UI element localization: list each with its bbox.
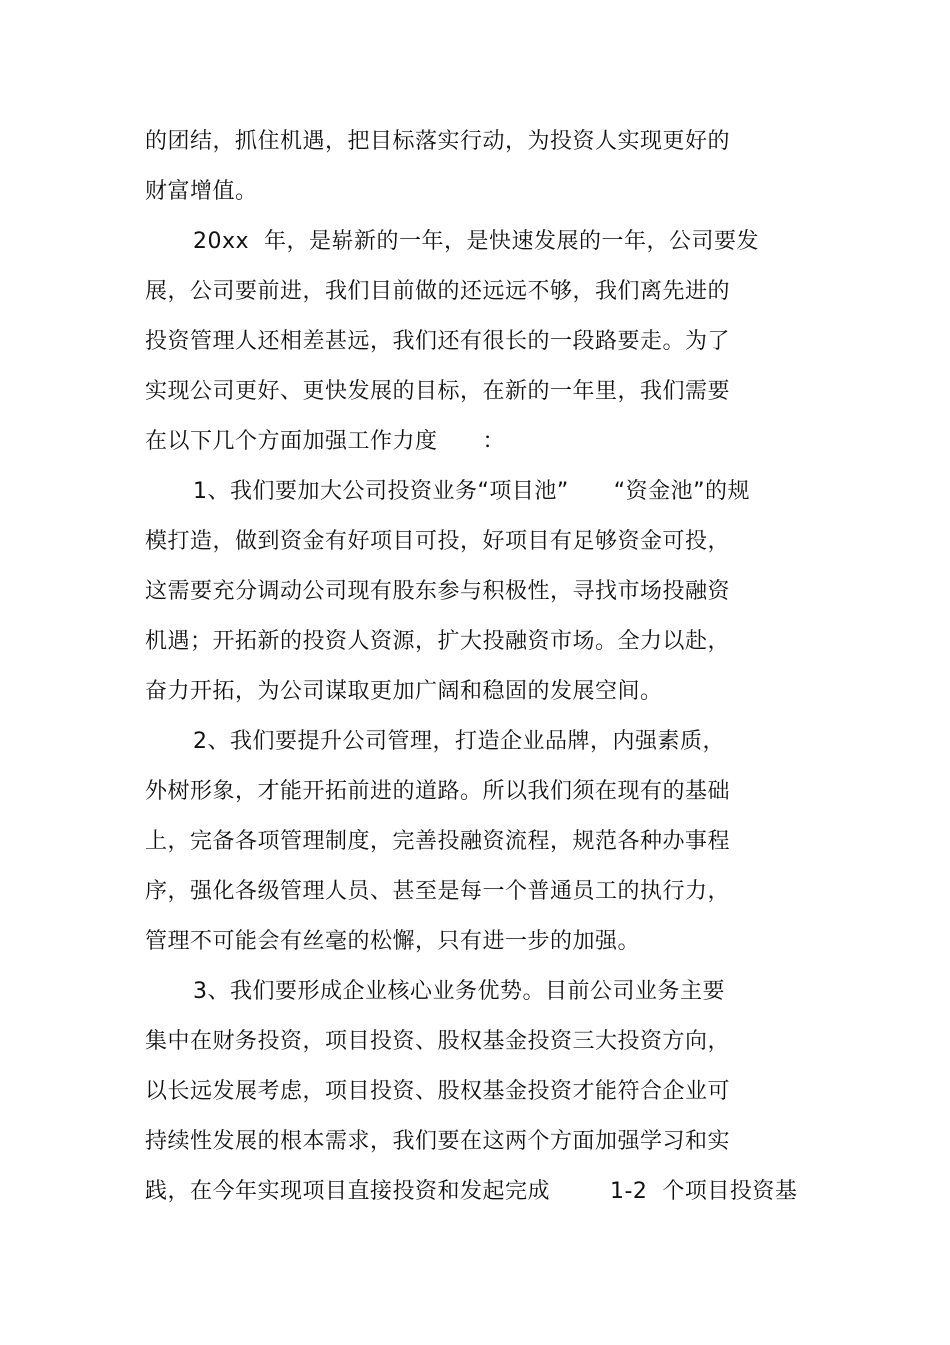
text-line: 这需要充分调动公司现有股东参与积极性，寻找市场投融资 xyxy=(145,579,731,604)
text-line: 模打造，做到资金有好项目可投，好项目有足够资金可投， xyxy=(145,529,731,554)
paragraph-start-line: 20xx 年，是崭新的一年，是快速发展的一年，公司要发 xyxy=(193,229,760,254)
paragraph-start-line: 3、我们要形成企业核心业务优势。目前公司业务主要 xyxy=(193,979,725,1004)
text-line: 上，完备各项管理制度，完善投融资流程，规范各种办事程 xyxy=(145,829,731,854)
text-line: 投资管理人还相差甚远，我们还有很长的一段路要走。为了 xyxy=(145,329,731,354)
text-line: 实现公司更好、更快发展的目标，在新的一年里，我们需要 xyxy=(145,379,731,404)
text-line: 集中在财务投资，项目投资、股权基金投资三大投资方向， xyxy=(145,1029,731,1054)
paragraph-start-line: 1、我们要加大公司投资业务“项目池” “资金池”的规 xyxy=(193,479,751,504)
text-line: 展，公司要前进，我们目前做的还远远不够，我们离先进的 xyxy=(145,279,731,304)
text-line: 财富增值。 xyxy=(145,179,258,204)
text-line: 在以下几个方面加强工作力度 ： xyxy=(145,429,505,454)
text-line: 外树形象，才能开拓前进的道路。所以我们须在现有的基础 xyxy=(145,779,731,804)
paragraph-start-line: 2、我们要提升公司管理，打造企业品牌，内强素质， xyxy=(193,729,725,754)
text-line: 管理不可能会有丝毫的松懈，只有进一步的加强。 xyxy=(145,929,641,954)
text-line: 践，在今年实现项目直接投资和发起完成 1-2 个项目投资基 xyxy=(145,1179,798,1204)
text-line: 奋力开拓，为公司谋取更加广阔和稳固的发展空间。 xyxy=(145,679,663,704)
text-line: 的团结，抓住机遇，把目标落实行动，为投资人实现更好的 xyxy=(145,129,731,154)
text-line: 机遇；开拓新的投资人资源，扩大投融资市场。全力以赴， xyxy=(145,629,731,654)
text-line: 以长远发展考虑，项目投资、股权基金投资才能符合企业可 xyxy=(145,1079,731,1104)
text-line: 持续性发展的根本需求，我们要在这两个方面加强学习和实 xyxy=(145,1129,731,1154)
text-line: 序，强化各级管理人员、甚至是每一个普通员工的执行力， xyxy=(145,879,731,904)
